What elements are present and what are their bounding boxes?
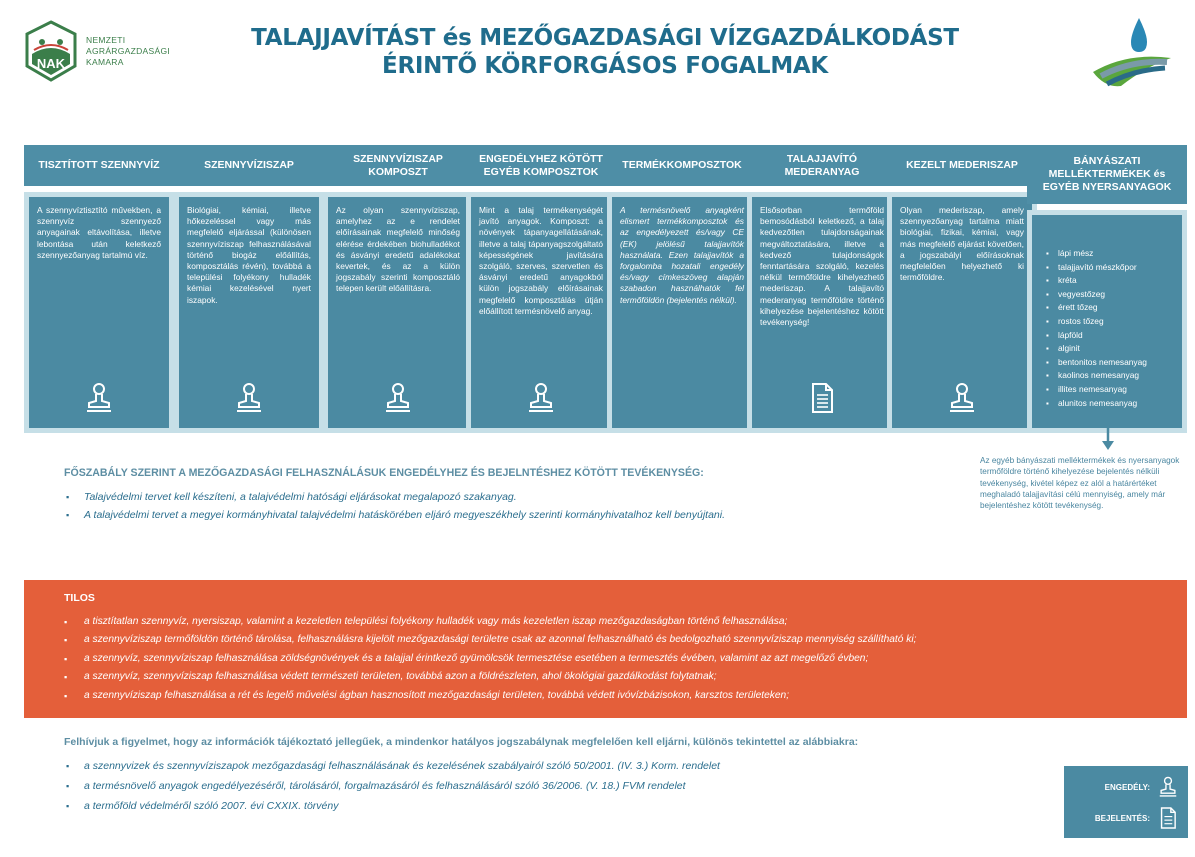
legend-report-label: BEJELENTÉS:: [1094, 813, 1150, 823]
law-list: [66, 756, 720, 816]
column-frame: [607, 192, 757, 433]
list-item: ▪ vegyestőzeg: [1058, 288, 1170, 302]
prohibited-box: [24, 580, 1187, 718]
column-text: Biológiai, kémiai, illetve hőkezeléssel vagy más megfelelő eljárással (különösen szennyvíziszap felhasználásával történő biogáz előállítás, komposztálás révén), továbbá a települési folyékony hulladék kémiai kezelésével nyert iszapok.: [187, 205, 311, 305]
column-text: Az olyan szennyvíziszap, amelyhez az e rendelet előírásainak megfelelő minőség elérése érdekében biohulladékot és ásványi eredetű adalékokat kevertek, és az a külön jogszabály szerinti komposztáló telepen került előállításra.: [336, 205, 460, 294]
column-termekkomposztok: [607, 145, 757, 433]
column-card: [892, 197, 1032, 428]
column-heading: TISZTÍTOTT SZENNYVÍZ: [24, 145, 174, 186]
column-frame: [24, 192, 174, 433]
list-item: ▪ a szennyvíz, szennyvíziszap felhasználása védett természeti területen, továbbá azon a földrészleten, ahol ökológiai gazdálkodást folytatnak;: [64, 668, 1147, 686]
stamp-icon: [384, 382, 412, 414]
list-item: ▪ A talajvédelmi tervet a megyei kormányhivatal talajvédelmi hatáskörében eljáró megyeszékhely szerinti kormányhivatalhoz kell benyújtani.: [66, 506, 725, 524]
list-item: ▪ Talajvédelmi tervet kell készíteni, a talajvédelmi hatósági eljárásokat megalapozó szakanyag.: [66, 488, 725, 506]
column-frame: [1027, 210, 1187, 433]
logo-abbr: NAK: [36, 56, 66, 71]
column-text: Elsősorban termőföld bemosódásból keletkező, a talaj kedvezőtlen tulajdonságainak megváltoztatására, illetve a kedvező tulajdonságok fenntartására szolgáló, kezelés nélkül termőföldre kihelyezhető mederiszap. A talajjavító mederanyag termőföldre történő kihelyezése bejelentéshez kötött tevékenység!: [760, 205, 884, 328]
notice-heading: Felhívjuk a figyelmet, hogy az információk tájékoztató jellegűek, a mindenkor hatályos jogszabálynak megfelelően kell eljárni, különös tekintettel az alábbiakra:: [64, 736, 859, 748]
list-item: ▪ a szennyvizek és szennyvíziszapok mezőgazdasági felhasználásának és kezelésének szabályairól szóló 50/2001. (IV. 3.) Korm. rendelet: [66, 756, 720, 776]
side-note: Az egyéb bányászati melléktermékek és nyersanyagok termőföldre történő kihelyezése bejelentés nélküli tevékenység, kivétel képez ez alól a határértéket meghaladó talajjavítási célú mennyiség, amely már bejelentéshez kötött tevékenység.: [980, 456, 1180, 511]
page-title: [250, 24, 960, 80]
column-card: [471, 197, 611, 428]
legend-report: [1095, 806, 1178, 830]
column-heading: TERMÉKKOMPOSZTOK: [607, 145, 757, 186]
column-frame: [174, 192, 324, 433]
list-item: ▪ alginit: [1058, 342, 1170, 356]
column-heading: ENGEDÉLYHEZ KÖTÖTT EGYÉB KOMPOSZTOK: [466, 145, 616, 186]
title-line-1: TALAJJAVÍTÁST és MEZŐGAZDASÁGI VÍZGAZDÁLKODÁST: [251, 25, 959, 51]
list-item: ▪ kaolinos nemesanyag: [1058, 369, 1170, 383]
column-frame: [747, 192, 897, 433]
logo-text: [86, 35, 170, 68]
stamp-icon: [948, 382, 976, 414]
column-heading: TALAJJAVÍTÓ MEDERANYAG: [747, 145, 897, 186]
list-item: ▪ a tisztítatlan szennyvíz, nyersiszap, valamint a kezeletlen települési folyékony hulladék vagy más kezeletlen iszap mezőgazdaságban történő felhasználása;: [64, 613, 1147, 631]
column-heading: BÁNYÁSZATI MELLÉKTERMÉKEK és EGYÉB NYERSANYAGOK: [1027, 145, 1187, 204]
column-tisztitott-szennyviz: [24, 145, 174, 433]
list-item: ▪ alunitos nemesanyag: [1058, 397, 1170, 411]
logo-line-1: NEMZETI: [86, 34, 126, 45]
logo-line-3: KAMARA: [86, 56, 124, 67]
column-heading: KEZELT MEDERISZAP: [887, 145, 1037, 186]
column-text: Olyan mederiszap, amely szennyezőanyag tartalma miatt biológiai, fizikai, kémiai, vagy más megfelelő eljárást követően, a jogszabályi előírásoknak megfelelően helyezhető ki termőföldre.: [900, 205, 1024, 283]
main-rule-heading: FŐSZABÁLY SZERINT A MEZŐGAZDASÁGI FELHASZNÁLÁSUK ENGEDÉLYHEZ ÉS BEJELNTÉSHEZ KÖTÖTT TEVÉKENYSÉG:: [64, 467, 704, 479]
water-drop-field-icon: [1087, 14, 1177, 94]
list-item: ▪ talajjavító mészkőpor: [1058, 261, 1170, 275]
column-szennyviziszap-komposzt: [323, 145, 473, 433]
column-frame: [887, 192, 1037, 433]
column-talajjavito-mederanyag: [747, 145, 897, 433]
stamp-icon: [527, 382, 555, 414]
stamp-icon: [85, 382, 113, 414]
nak-logo: [24, 20, 170, 82]
column-szennyviziszap: [174, 145, 324, 433]
prohibited-heading: TILOS: [64, 592, 95, 604]
column-card: [179, 197, 319, 428]
nak-shield-icon: [24, 20, 78, 82]
stamp-icon: [235, 382, 263, 414]
list-item: ▪ rostos tőzeg: [1058, 315, 1170, 329]
list-item: ▪ a szennyvíziszap felhasználása a rét és legelő művelési ágban hasznosított mezőgazdasági területen, továbbá védett ivóvízbázisokon, karsztos területeken;: [64, 687, 1147, 705]
stamp-icon: [1158, 776, 1178, 798]
column-frame: [323, 192, 473, 433]
column-text: A szennyvíztisztító művekben, a szennyvíz szennyező anyagainak eltávolítása, illetve lebontása után keletkező szennyezőanyag tartalmú víz.: [37, 205, 161, 260]
document-icon: [808, 382, 836, 414]
list-item: ▪ a szennyvíz, szennyvíziszap felhasználása zöldségnövények és a talajjal érintkező gyümölcsök termesztése esetében a termesztés évében, valamint az azt megelőző évben;: [64, 650, 1147, 668]
column-card: [752, 197, 892, 428]
logo-line-2: AGRÁRGAZDASÁGI: [86, 45, 171, 56]
list-item: ▪ illites nemesanyag: [1058, 383, 1170, 397]
arrow-down-icon: [1101, 423, 1115, 451]
legend-permit: [1105, 776, 1178, 798]
column-text: A termésnövelő anyagként elismert termékkomposztok és az engedélyezett és/vagy CE (EK) jelölésű talajjavítók használata. Ezen talajjavítók a forgalomba hozatali engedély és/vagy címkeszöveg alapján szabadon használhatók fel termőföldön (bejelentés nélkül).: [620, 205, 744, 305]
legend-box: [1064, 766, 1188, 838]
column-card: [328, 197, 468, 428]
column-card: [1032, 215, 1182, 428]
document-icon: [1158, 806, 1178, 830]
list-item: ▪ a szennyvíziszap termőföldön történő tárolása, felhasználásra kijelölt mezőgazdasági területre csak az azonnal felhasználható és bedolgozható szennyvíziszap mennyiség szállítható ki;: [64, 631, 1147, 649]
list-item: ▪ lápföld: [1058, 329, 1170, 343]
column-card: [612, 197, 752, 428]
legend-permit-label: ENGEDÉLY:: [1104, 782, 1150, 792]
main-rule-list: [66, 488, 725, 524]
material-list: [1058, 247, 1170, 410]
column-text: Mint a talaj termékenységét javító anyagok. Komposzt: a növények tápanyagellátásának, illetve a talaj tápanyagszolgáltató képességének javítására szolgáló, szerves, szervetlen és ásványi eredetű anyagokból külön jogszabály előírásainak megfelelő komposztálás útján előállított termésnövelő anyag.: [479, 205, 603, 316]
column-card: [29, 197, 169, 428]
column-heading: SZENNYVÍZISZAP KOMPOSZT: [323, 145, 473, 186]
column-engedelyhez-kotott-komposztok: [466, 145, 616, 433]
column-frame: [466, 192, 616, 433]
title-line-2: ÉRINTŐ KÖRFORGÁSOS FOGALMAK: [382, 53, 828, 79]
column-heading: SZENNYVÍZISZAP: [174, 145, 324, 186]
list-item: ▪ lápi mész: [1058, 247, 1170, 261]
list-item: ▪ a termőföld védelméről szóló 2007. évi CXXIX. törvény: [66, 796, 720, 816]
list-item: ▪ bentonitos nemesanyag: [1058, 356, 1170, 370]
list-item: ▪ a termésnövelő anyagok engedélyezéséről, tárolásáról, forgalmazásáról és felhasználásáról szóló 36/2006. (V. 18.) FVM rendelet: [66, 776, 720, 796]
list-item: ▪ kréta: [1058, 274, 1170, 288]
prohibited-list: [64, 613, 1147, 705]
column-banyaszati-melltermekek: [1027, 145, 1187, 433]
column-kezelt-mederiszap: [887, 145, 1037, 433]
list-item: ▪ érett tőzeg: [1058, 301, 1170, 315]
